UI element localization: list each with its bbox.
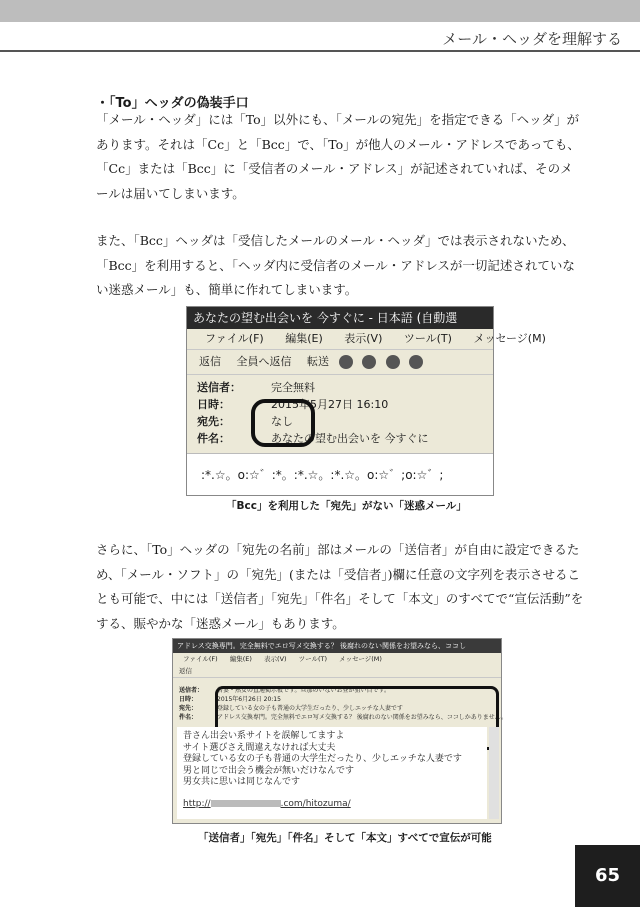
menu-edit-2: 編集(E) [229,655,252,663]
screenshot-bcc-spam [186,306,546,496]
paragraph-3: さらに、「To」ヘッダの「宛先の名前」部はメールの「送信者」が自由に設定できるため、「メール・ソフト」の「宛先」(または「受信者」)欄に任意の文字列を表示させることも可能で、中には「送信者」「宛先」「件名」そして「本文」のすべてで“宣伝活動”をする、賑やかな「迷惑メール」もあります。 [96,542,584,631]
menu-edit: 編集(E) [285,332,323,345]
body-line: 男と同じで出会う機会が無いだけなんです [183,765,355,776]
highlight-circle [251,399,315,447]
header-divider [0,50,640,52]
toolbar-forward: 転送 [307,355,329,368]
header-row-date-2: 日時： 2015年6月26日 20:15 [179,696,281,703]
mail-toolbar-2: 返信 [173,665,501,678]
up-arrow-icon [386,355,400,369]
mail-body-2 [177,727,487,819]
menu-view: 表示(V) [344,332,383,345]
menu-tools-2: ツール(T) [298,655,328,663]
toolbar-reply: 返信 [199,355,221,368]
caption-2: 「送信者」「宛先」「件名」そして「本文」すべてで宣伝が可能 [198,832,492,844]
menu-tools: ツール(T) [403,332,452,345]
toolbar-reply-all: 全員へ返信 [236,355,292,368]
body-link: http:// .com/hitozuma/ [183,798,351,809]
menu-file: ファイル(F) [205,332,264,345]
down-arrow-icon [409,355,423,369]
page-number: 65 [575,845,640,907]
mail-window-title: あなたの望む出会いを 今すぐに - 日本語 (自動選 [187,307,493,329]
mail-body: :*.☆。o:☆゛:*。:*.☆。:*.☆。o:☆゛;o:☆゛; [187,453,493,495]
menu-message: メッセージ(M) [473,332,546,345]
body-line: 男女共に思いは同じなんです [183,777,301,787]
header-row-subject-2: 件名： アドレス交換専門。完全無料でエロ写メ交換する？ 後腐れのない関係をお望みなら、ココしかありません。 [179,714,508,721]
mail-menu-bar [187,329,546,350]
chapter-header-title: メール・ヘッダを理解する [442,30,622,48]
header-row-date: 日時： 2015年5月27日 16:10 [197,398,389,411]
menu-message-2: メッセージ(M) [339,655,382,663]
body-line: 登録している女の子も普通の大学生だったり、少しエッチな人妻です [183,754,462,764]
header-row-sender-2: 送信者： 若妻・熟女の直通掲示板です。旦那のいないお昼が狙い目です。 [179,687,391,694]
menu-file-2: ファイル(F) [183,655,218,663]
header-row-to: 宛先： なし [197,415,293,428]
print-icon [339,355,353,369]
paragraph-2: また、「Bcc」ヘッダは「受信したメールのメール・ヘッダ」では表示されないため、「Bcc」を利用すると、「ヘッダ内に受信者のメール・アドレスが一切記述されていない迷惑メール」も、簡単に作れてしまいます。 [96,233,575,297]
section-title: ・「To」ヘッダの偽装手口 [96,96,249,111]
caption-1: 「Bcc」を利用した「宛先」がない「迷惑メール」 [226,500,467,512]
mail-menu-bar-2 [173,653,501,665]
header-row-sender: 送信者： 完全無料 [197,381,315,394]
mail-toolbar [187,350,493,375]
menu-view-2: 表示(V) [264,655,287,663]
body-line: 昔さん出会い系サイトを誤解してますよ [183,731,345,741]
header-row-to-2: 宛先： 登録している女の子も普通の大学生だったり、少しエッチな人妻です [179,705,403,712]
paragraph-1: 「メール・ヘッダ」には「To」以外にも、「メールの宛先」を指定できる「ヘッダ」があります。それは「Cc」と「Bcc」で、「To」が他人のメール・アドレスであっても、「Cc」または「Bcc」に「受信者のメール・アドレス」が記述されていれば、そのメールは届いてしまいます。 [96,112,580,201]
top-bar [0,0,640,22]
mail-window-title-2: アドレス交換専門。完全無料でエロ写メ交換する？ 後腐れのない関係をお望みなら、ココし [173,639,501,653]
scrollbar [489,727,499,819]
mail-headers-2 [173,678,508,724]
body-line: サイト選びさえ間違えなければ大丈夫 [183,742,336,753]
screenshot-advertising-spam [172,638,508,824]
delete-icon [362,355,376,369]
header-row-subject: 件名： あなたの望む出会いを 今すぐに [197,432,429,445]
mail-headers [187,375,493,451]
blurred-domain [211,800,281,807]
